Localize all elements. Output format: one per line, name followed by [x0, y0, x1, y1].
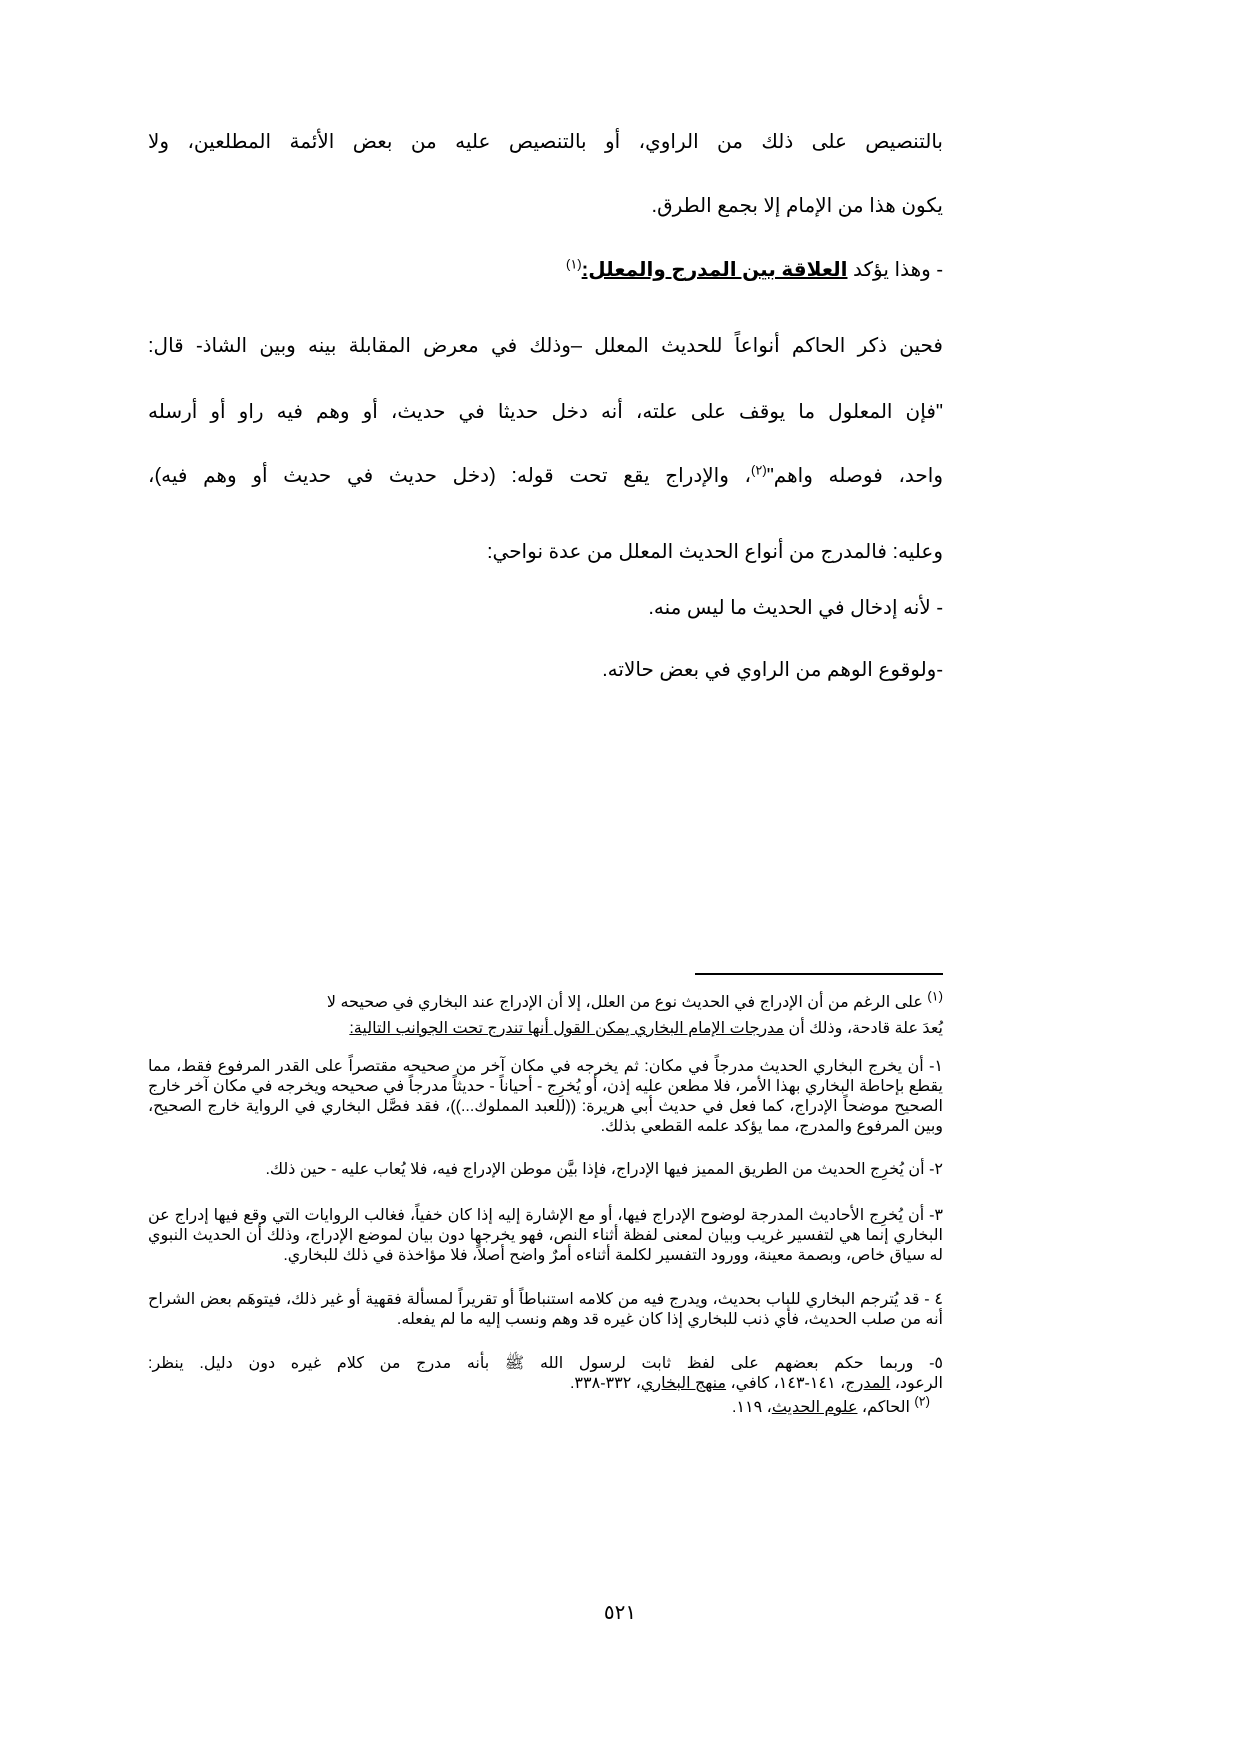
body-line: وعليه: فالمدرج من أنواع الحديث المعلل من عدة نواحي:: [486, 541, 943, 563]
footnote-item: ٢- أن يُخرِج الحديث من الطريق المميز فيها الإدراج، فإذا بيَّن موطن الإدراج فيه، فلا يُعاب عليه - حين ذلك.: [265, 1161, 943, 1178]
footnote-item: ٤ - قد يُترجم البخاري للباب بحديث، ويدرج فيه من كلامه استنباطاً أو تقريراً لمسألة فقهية أو غير ذلك، فيتوهَم بعض الشراح أنه من صلب الحديث، فأي ذنب للبخاري إذا كان غيره قد وهم ونسب إليه ما لم يفعله.: [148, 1291, 943, 1328]
footnote-marker: (١): [927, 988, 943, 1004]
footnote-2: $^{(٢)}$ الحاكم، علوم الحديث، ١١٩.: [731, 1393, 930, 1416]
footnote-separator: [695, 973, 943, 975]
section-heading: - وهذا يؤكد العلاقة بين المدرج والمعلل:$^{(١)}$: [565, 256, 943, 281]
footnote-item: ٥- وربما حكم بعضهم على لفظ ثابت لرسول الله ﷺ بأنه مدرج من كلام غيره دون دليل. ينظر: الرعود، المدرج، ١٤١-١٤٣، كافي، منهج البخاري، ٣٣٢-٣٣٨.: [148, 1355, 943, 1392]
body-line: -ولوقوع الوهم من الراوي في بعض حالاته.: [602, 659, 943, 681]
body-line: فحين ذكر الحاكم أنواعاً للحديث المعلل –وذلك في معرض المقابلة بينه وبين الشاذ- قال:: [148, 335, 943, 357]
footnote-ref[interactable]: (٢): [751, 462, 767, 478]
footnote-item: ١- أن يخرج البخاري الحديث مدرجاً في مكان: ثم يخرجه في مكان آخر من صحيحه مقتصراً على القدر المرفوع فقط، مما يقطع بإحاطة البخاري بهذا الأمر، فلا مطعن عليه إذن، أو يُخرِج - أحياناً - حديثاً مدرجاً في صحيحه ويخرجه في مكان آخر خارج الصحيح موضحاً الإدراج، كما فعل في حديث أبي هريرة: ((للعبد المملوك...))، فقد فصَّل البخاري في الرواية خارج الصحيح، وبين المرفوع والمدرج، مما يؤكد علمه القطعي بذلك.: [148, 1058, 943, 1135]
footnote-1: $^{(١)}$ على الرغم من أن الإدراج في الحديث نوع من العلل، إلا أن الإدراج عند البخاري في صحيحه لا يُعدَ علة قادحة، وذلك أن مدرجات الإمام البخاري يمكن القول أنها تندرج تحت الجوانب التالية:: [326, 988, 943, 1037]
heading-emphasis: العلاقة بين المدرج والمعلل:: [581, 259, 848, 281]
body-line: "فإن المعلول ما يوقف على علته، أنه دخل حديثا في حديث، أو وهم فيه راو أو أرسله: [148, 401, 943, 423]
body-line: واحد، فوصله واهم"$^{(٢)}$، والإدراج يقع تحت قوله: (دخل حديث في حديث أو وهم فيه)،: [148, 462, 943, 487]
body-line: - لأنه إدخال في الحديث ما ليس منه.: [648, 597, 943, 619]
page-number: ٥٢١: [603, 1602, 637, 1624]
footnote-ref[interactable]: (١): [565, 256, 582, 272]
footnote-item: ٣- أن يُخرِج الأحاديث المدرجة لوضوح الإدراج فيها، أو مع الإشارة إليه إذا كان خفياً، فغالب الروايات التي وقع فيها إدراج عن البخاري إنما هي لتفسير غريب وبيان لمعنى لفظة أثناء النص، فهو يخرجها دون بيان لموضع الإدراج، وذلك أن الحديث النبوي له سياق خاص، وبصمة معينة، وورود التفسير لكلمة أثناءه أمرٌ واضح أصلاً، فلا مؤاخذة في ذلك للبخاري.: [148, 1207, 944, 1264]
footnote-marker: (٢): [914, 1393, 930, 1409]
body-line: بالتنصيص على ذلك من الراوي، أو بالتنصيص عليه من بعض الأئمة المطلعين، ولا: [148, 131, 943, 153]
body-line: يكون هذا من الإمام إلا بجمع الطرق.: [651, 195, 943, 217]
